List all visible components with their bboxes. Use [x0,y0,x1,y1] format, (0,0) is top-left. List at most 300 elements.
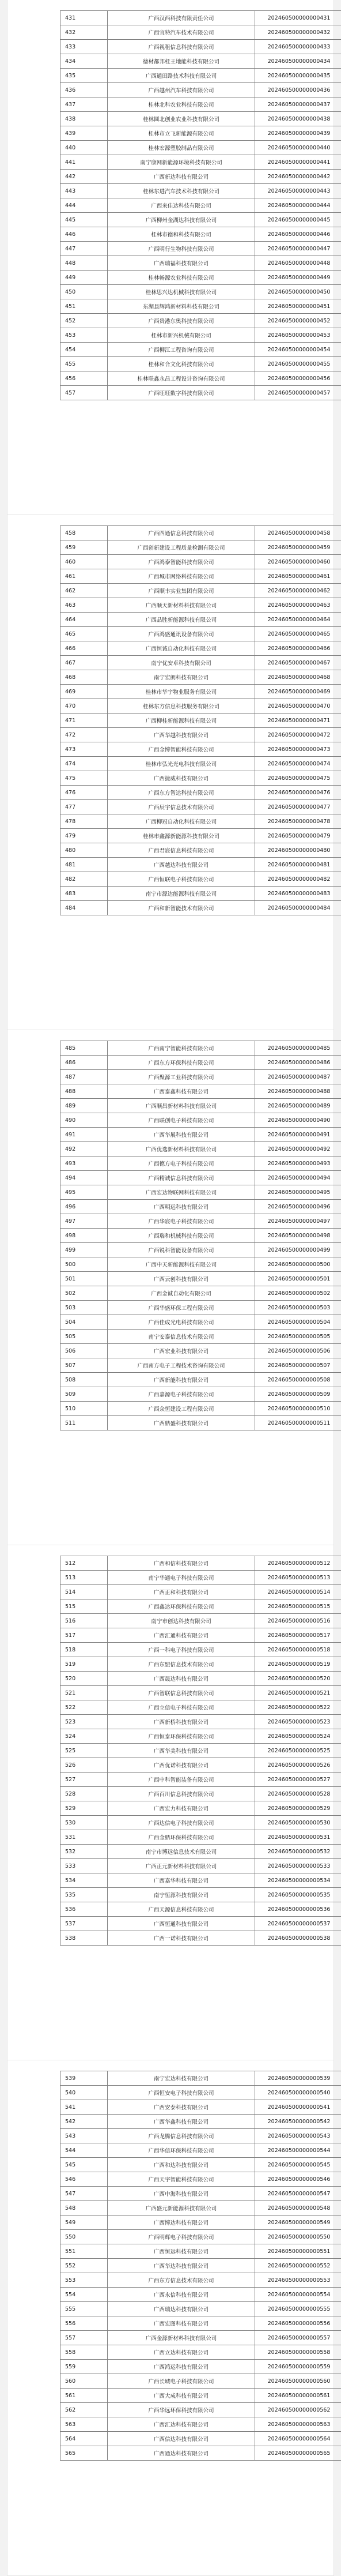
table-row [60,1744,341,1758]
registration-code: 202460500000000554 [255,2288,341,2302]
table-row [60,670,341,685]
row-number: 448 [60,256,108,271]
registration-code: 202460500000000441 [255,155,341,170]
row-number: 487 [60,1070,108,1084]
registration-code: 202460500000000549 [255,2215,341,2230]
table-row [60,126,341,141]
company-name: 南宁安泰信息技术有限公司 [108,1330,255,1344]
registration-code: 202460500000000534 [255,1873,341,1888]
row-number: 549 [60,2215,108,2230]
registration-code: 202460500000000565 [255,2446,341,2461]
table-row [60,2259,341,2273]
company-name: 广西新达科技有限公司 [108,170,255,184]
row-number: 474 [60,757,108,771]
company-name: 广西一诺科技有限公司 [108,1931,255,1946]
registration-code: 202460500000000463 [255,598,341,613]
registration-code: 202460500000000533 [255,1859,341,1873]
registration-code: 202460500000000553 [255,2273,341,2288]
row-number: 492 [60,1142,108,1156]
company-name: 广西晟达科技有限公司 [108,1672,255,1686]
table-row [60,1830,341,1845]
row-number: 526 [60,1758,108,1773]
registration-code: 202460500000000485 [255,1041,341,1056]
row-number: 466 [60,641,108,656]
registration-code: 202460500000000552 [255,2259,341,2273]
row-number: 553 [60,2273,108,2288]
company-name: 广西华盛环保工程有限公司 [108,1301,255,1315]
table-row [60,800,341,814]
table-row [60,1344,341,1358]
row-number: 449 [60,271,108,285]
row-number: 547 [60,2187,108,2201]
registration-code: 202460500000000489 [255,1099,341,1113]
document-page [7,515,334,1030]
company-name: 广西锐科智能设备有限公司 [108,1243,255,1257]
registration-code: 202460500000000551 [255,2244,341,2259]
company-name: 南宁市创达科技有限公司 [108,1614,255,1628]
registration-code: 202460500000000505 [255,1330,341,1344]
row-number: 462 [60,584,108,598]
row-number: 490 [60,1113,108,1128]
table-row [60,285,341,299]
row-number: 518 [60,1643,108,1657]
registration-code: 202460500000000433 [255,40,341,54]
table-row [60,2172,341,2187]
registration-code: 202460500000000531 [255,1830,341,1845]
table-row [60,685,341,699]
company-name: 南宁宏朗科技有限公司 [108,670,255,685]
company-name: 广西博达科技有限公司 [108,2215,255,2230]
registration-code: 202460500000000503 [255,1301,341,1315]
registration-code: 202460500000000438 [255,112,341,126]
table-row [60,1041,341,1056]
row-number: 551 [60,2244,108,2259]
row-number: 436 [60,83,108,97]
table-row [60,584,341,598]
table-row [60,2071,341,2086]
table-row [60,2244,341,2259]
company-name: 广西新桥科技有限公司 [108,1715,255,1729]
company-name: 桂林市弘光光电科技有限公司 [108,757,255,771]
registration-code: 202460500000000446 [255,227,341,242]
registration-code: 202460500000000457 [255,386,341,400]
company-name: 桂林圆北创业农业科技有限公司 [108,112,255,126]
table-row [60,901,341,915]
row-number: 503 [60,1301,108,1315]
registration-code: 202460500000000502 [255,1286,341,1301]
table-row [60,170,341,184]
table-row [60,1888,341,1902]
company-name: 南宁华通电子科技有限公司 [108,1571,255,1585]
table-row [60,1700,341,1715]
company-name: 广西和信科技有限公司 [108,1556,255,1571]
table-row [60,25,341,40]
registration-code: 202460500000000449 [255,271,341,285]
registration-code: 202460500000000487 [255,1070,341,1084]
row-number: 558 [60,2345,108,2360]
row-number: 511 [60,1416,108,1430]
table-row [60,2316,341,2331]
row-number: 482 [60,872,108,887]
row-number: 468 [60,670,108,685]
registration-code: 202460500000000458 [255,526,341,540]
row-number: 471 [60,714,108,728]
row-number: 562 [60,2403,108,2417]
company-name: 广西华宸电子科技有限公司 [108,1214,255,1229]
company-name: 广西顺丰实业集团有限公司 [108,584,255,598]
registration-code: 202460500000000515 [255,1599,341,1614]
table-row [60,2230,341,2244]
company-name: 广西南方电子工程技术咨询有限公司 [108,1358,255,1373]
table-row [60,742,341,757]
company-name: 广西明行生物科技有限公司 [108,242,255,256]
table-row [60,1358,341,1373]
company-name: 广西宏力科技有限公司 [108,1801,255,1816]
row-number: 453 [60,328,108,343]
company-name: 广西宜特汽车技术有限公司 [108,25,255,40]
table-row [60,2331,341,2345]
registration-code: 202460500000000517 [255,1628,341,1643]
table-row [60,2215,341,2230]
registration-code: 202460500000000479 [255,829,341,843]
table-row [60,2201,341,2215]
table-row [60,1373,341,1387]
registration-code: 202460500000000478 [255,814,341,829]
company-name: 广西德方电子科技有限公司 [108,1156,255,1171]
registration-code: 202460500000000564 [255,2432,341,2446]
company-name: 桂林畅源农业科技有限公司 [108,271,255,285]
registration-code: 202460500000000473 [255,742,341,757]
table-row [60,1416,341,1430]
row-number: 527 [60,1773,108,1787]
company-name: 广西宏业科技有限公司 [108,1344,255,1358]
row-number: 454 [60,343,108,357]
registry-table [60,10,341,400]
registration-code: 202460500000000444 [255,198,341,213]
table-row [60,598,341,613]
row-number: 483 [60,887,108,901]
row-number: 479 [60,829,108,843]
registration-code: 202460500000000455 [255,357,341,371]
table-row [60,757,341,771]
registration-code: 202460500000000490 [255,1113,341,1128]
table-row [60,1672,341,1686]
row-number: 440 [60,141,108,155]
row-number: 456 [60,371,108,386]
table-row [60,227,341,242]
company-name: 广西东盟信息技术有限公司 [108,1657,255,1672]
table-row [60,1715,341,1729]
company-name: 广西一科电子科技有限公司 [108,1643,255,1657]
table-row [60,2288,341,2302]
registration-code: 202460500000000541 [255,2100,341,2115]
table-row [60,1729,341,1744]
company-name: 广西华美科技有限公司 [108,1744,255,1758]
row-number: 554 [60,2288,108,2302]
registration-code: 202460500000000562 [255,2403,341,2417]
registration-code: 202460500000000435 [255,69,341,83]
row-number: 506 [60,1344,108,1358]
table-row [60,1243,341,1257]
row-number: 538 [60,1931,108,1946]
table-row [60,97,341,112]
table-row [60,2446,341,2461]
row-number: 465 [60,627,108,641]
row-number: 486 [60,1056,108,1070]
table-row [60,1128,341,1142]
company-name: 广西金鼎环保科技有限公司 [108,1830,255,1845]
table-row [60,1229,341,1243]
table-row [60,271,341,285]
row-number: 470 [60,699,108,714]
row-number: 507 [60,1358,108,1373]
table-row [60,2100,341,2115]
registration-code: 202460500000000524 [255,1729,341,1744]
row-number: 473 [60,742,108,757]
company-name: 广西创新建设工程质量检测有限公司 [108,540,255,555]
table-row [60,1099,341,1113]
row-number: 561 [60,2389,108,2403]
company-name: 广西聚源工业科技有限公司 [108,1070,255,1084]
registration-code: 202460500000000558 [255,2345,341,2360]
company-name: 广西智联信息科技有限公司 [108,1686,255,1700]
table-row [60,371,341,386]
company-name: 广西金诚自动化有限公司 [108,1286,255,1301]
row-number: 433 [60,40,108,54]
registration-code: 202460500000000546 [255,2172,341,2187]
table-row [60,641,341,656]
row-number: 441 [60,155,108,170]
row-number: 438 [60,112,108,126]
company-name: 广西南宁智能科技有限公司 [108,1041,255,1056]
table-row [60,1142,341,1156]
row-number: 508 [60,1373,108,1387]
registration-code: 202460500000000519 [255,1657,341,1672]
registration-code: 202460500000000494 [255,1171,341,1185]
registration-code: 202460500000000499 [255,1243,341,1257]
company-name: 广西嘉源电子科技有限公司 [108,1387,255,1402]
registration-code: 202460500000000460 [255,555,341,569]
company-name: 广西通达科技有限公司 [108,2446,255,2461]
table-row [60,1571,341,1585]
row-number: 555 [60,2302,108,2316]
registration-code: 202460500000000482 [255,872,341,887]
company-name: 广西鑫达环保科技有限公司 [108,1599,255,1614]
company-name: 广西汉西科技有限责任公司 [108,11,255,25]
table-row [60,1387,341,1402]
row-number: 457 [60,386,108,400]
table-row [60,1845,341,1859]
company-name: 广西华越科技有限公司 [108,728,255,742]
row-number: 491 [60,1128,108,1142]
registration-code: 202460500000000480 [255,843,341,858]
table-row [60,872,341,887]
table-row [60,656,341,670]
registration-code: 202460500000000470 [255,699,341,714]
table-row [60,40,341,54]
registration-code: 202460500000000507 [255,1358,341,1373]
registration-code: 202460500000000495 [255,1185,341,1200]
table-row [60,2273,341,2288]
row-number: 504 [60,1315,108,1330]
table-row [60,1171,341,1185]
company-name: 广西正和科技有限公司 [108,1585,255,1599]
registration-code: 202460500000000501 [255,1272,341,1286]
company-name: 桂林市华宇物业服务有限公司 [108,685,255,699]
row-number: 455 [60,357,108,371]
registration-code: 202460500000000472 [255,728,341,742]
company-name: 广西恒安电子科技有限公司 [108,2086,255,2100]
table-row [60,2374,341,2389]
table-row [60,314,341,328]
document-page [7,0,334,515]
company-name: 广西贵港东奥科技有限公司 [108,314,255,328]
registration-code: 202460500000000451 [255,299,341,314]
row-number: 494 [60,1171,108,1185]
table-row [60,198,341,213]
registration-code: 202460500000000468 [255,670,341,685]
table-row [60,213,341,227]
company-name: 广西来佳达科技有限公司 [108,198,255,213]
table-row [60,2086,341,2100]
registration-code: 202460500000000450 [255,285,341,299]
company-name: 广西顺天新材料科技有限公司 [108,598,255,613]
company-name: 广西优诺科技有限公司 [108,1758,255,1773]
company-name: 广西越州汽车科技有限公司 [108,83,255,97]
row-number: 500 [60,1257,108,1272]
row-number: 435 [60,69,108,83]
registration-code: 202460500000000535 [255,1888,341,1902]
registration-code: 202460500000000498 [255,1229,341,1243]
row-number: 541 [60,2100,108,2115]
company-name: 广西四通信息科技有限公司 [108,526,255,540]
registration-code: 202460500000000486 [255,1056,341,1070]
company-name: 广西华展科技有限公司 [108,1128,255,1142]
row-number: 458 [60,526,108,540]
company-name: 广西天源信息科技有限公司 [108,1902,255,1917]
registration-code: 202460500000000477 [255,800,341,814]
registration-code: 202460500000000506 [255,1344,341,1358]
registration-code: 202460500000000436 [255,83,341,97]
table-row [60,829,341,843]
company-name: 广西金博智能科技有限公司 [108,742,255,757]
company-name: 广西通田路技术科技有限公司 [108,69,255,83]
company-name: 南宁康网新能源环境科技有限公司 [108,155,255,170]
registration-code: 202460500000000465 [255,627,341,641]
company-name: 广西立信电子科技有限公司 [108,1700,255,1715]
registration-code: 202460500000000476 [255,786,341,800]
company-name: 广西东方环保科技有限公司 [108,1056,255,1070]
row-number: 535 [60,1888,108,1902]
row-number: 525 [60,1744,108,1758]
row-number: 512 [60,1556,108,1571]
company-name: 广西明远科技有限公司 [108,1200,255,1214]
company-name: 广西鼎盛科技有限公司 [108,1416,255,1430]
registration-code: 202460500000000545 [255,2158,341,2172]
company-name: 广西汇通科技有限公司 [108,1628,255,1643]
registration-code: 202460500000000467 [255,656,341,670]
table-row [60,1301,341,1315]
row-number: 543 [60,2129,108,2143]
row-number: 528 [60,1787,108,1801]
row-number: 564 [60,2432,108,2446]
table-row [60,2115,341,2129]
registration-code: 202460500000000508 [255,1373,341,1387]
company-name: 东湖县辉鸿新材料科技有限公司 [108,299,255,314]
table-row [60,242,341,256]
table-row [60,83,341,97]
registration-code: 202460500000000540 [255,2086,341,2100]
row-number: 505 [60,1330,108,1344]
registration-code: 202460500000000509 [255,1387,341,1402]
table-row [60,1585,341,1599]
company-name: 广西华达科技有限公司 [108,2259,255,2273]
table-row [60,1200,341,1214]
row-number: 534 [60,1873,108,1888]
table-row [60,1859,341,1873]
company-name: 广西精诚信息科技有限公司 [108,1171,255,1185]
table-row [60,714,341,728]
row-number: 544 [60,2143,108,2158]
registration-code: 202460500000000474 [255,757,341,771]
table-row [60,1657,341,1672]
registration-code: 202460500000000532 [255,1845,341,1859]
table-row [60,2129,341,2143]
company-name: 桂林北科农业科技有限公司 [108,97,255,112]
company-name: 广西中天新能源科技有限公司 [108,1257,255,1272]
table-row [60,1556,341,1571]
company-name: 广西瑞达科技有限公司 [108,2302,255,2316]
company-name: 广西品胜新能源科技有限公司 [108,613,255,627]
registration-code: 202460500000000539 [255,2071,341,2086]
table-row [60,627,341,641]
registration-code: 202460500000000481 [255,858,341,872]
row-number: 536 [60,1902,108,1917]
registration-code: 202460500000000492 [255,1142,341,1156]
row-number: 463 [60,598,108,613]
company-name: 广西柳州金湖达科技有限公司 [108,213,255,227]
company-name: 南宁市源达能源科技有限公司 [108,887,255,901]
registration-code: 202460500000000471 [255,714,341,728]
registration-code: 202460500000000437 [255,97,341,112]
registry-table [60,525,341,915]
registration-code: 202460500000000555 [255,2302,341,2316]
registration-code: 202460500000000491 [255,1128,341,1142]
row-number: 459 [60,540,108,555]
registration-code: 202460500000000521 [255,1686,341,1700]
company-name: 广西泰鑫科技有限公司 [108,1084,255,1099]
registration-code: 202460500000000459 [255,540,341,555]
company-name: 桂林和合文化科技有限公司 [108,357,255,371]
company-name: 广西华鑫科技有限公司 [108,2115,255,2129]
table-row [60,1315,341,1330]
company-name: 广西汇达科技有限公司 [108,2417,255,2432]
registration-code: 202460500000000469 [255,685,341,699]
row-number: 495 [60,1185,108,1200]
company-name: 广西嘉华科技有限公司 [108,1873,255,1888]
row-number: 467 [60,656,108,670]
row-number: 485 [60,1041,108,1056]
company-name: 广西鸿运科技有限公司 [108,2360,255,2374]
table-row [60,1113,341,1128]
company-name: 广西视租信息科技有限公司 [108,40,255,54]
row-number: 481 [60,858,108,872]
table-row [60,1902,341,1917]
company-name: 广西旺旺数字科技有限公司 [108,386,255,400]
registration-code: 202460500000000542 [255,2115,341,2129]
table-row [60,1084,341,1099]
row-number: 451 [60,299,108,314]
